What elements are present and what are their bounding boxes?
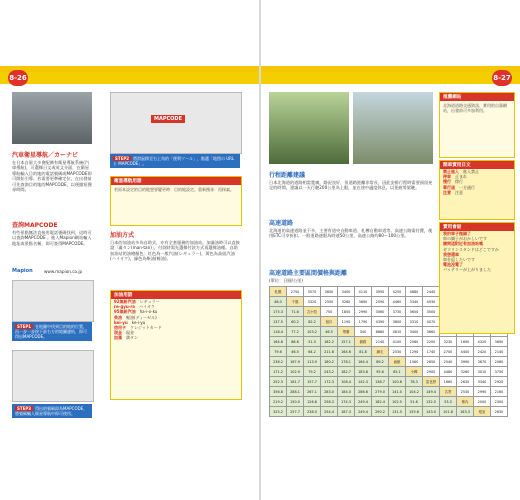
table-cell: 102.9 <box>287 367 304 377</box>
table-cell: 46.5 <box>287 347 304 357</box>
gas-term-jp: クレジットカード <box>126 325 162 331</box>
table-cell: 2750 <box>287 287 304 297</box>
mapion-screenshot-1 <box>12 280 94 322</box>
table-cell: 3950 <box>372 287 389 297</box>
table-cell: 3400 <box>338 287 355 297</box>
table-cell: 164.6 <box>338 347 355 357</box>
table-cell: 3570 <box>304 287 321 297</box>
table-cell: 3310 <box>406 317 423 327</box>
table-cell: 108.4 <box>338 377 355 387</box>
section-expressway: 高速道路 <box>269 220 294 227</box>
table-cell: 95.6 <box>372 367 389 377</box>
table-cell: 2140 <box>372 337 389 347</box>
table-cell: 182.7 <box>338 367 355 377</box>
table-cell: 267.1 <box>304 387 321 397</box>
table-cell: 3010 <box>474 367 491 377</box>
road-photo-2 <box>353 92 433 164</box>
table-cell: 3230 <box>440 337 457 347</box>
table-cell: 3340 <box>474 377 491 387</box>
jp-word-zh: 注意 <box>443 189 451 195</box>
phrase-list <box>440 231 514 273</box>
gas-term: 柴油 <box>114 314 122 320</box>
table-cell: 164.6 <box>270 337 287 347</box>
table-cell: 175.3 <box>270 307 287 317</box>
table-cell: 340 <box>355 327 372 337</box>
table-cell: 2530 <box>457 387 474 397</box>
table-city-cell: 根室 <box>474 407 491 417</box>
table-cell: 184.0 <box>338 387 355 397</box>
header-bar <box>0 72 259 84</box>
table-cell: 2140 <box>491 347 508 357</box>
jp-word-zh: 單行道 <box>443 184 455 190</box>
nav-tips-title: 衛星導航用語 <box>111 177 241 185</box>
table-cell: 257.7 <box>287 407 304 417</box>
gas-term-jp: ha-i-o-ku <box>135 309 158 315</box>
table-cell: 3660 <box>423 327 440 337</box>
mapcode-text: 有些景點無法直接用電話號碼找到，這時可以查詢MAPCODE 。進入Mapion網站輸入地址或景點名稱，即可查得MAPCODE。 <box>12 230 92 246</box>
table-cell: 4400 <box>457 347 474 357</box>
section-mapcode: 查詢MAPCODE <box>12 222 58 229</box>
table-cell: 101.8 <box>440 407 457 417</box>
table-city-cell: 網走 <box>372 347 389 357</box>
table-city-cell: 稚內 <box>457 397 474 407</box>
table-row <box>270 377 508 387</box>
gas-text: 日本的加油站多為自助式，亦有全套服務的加油站。加滿油時可以直接說「滿タン(man-tan)」，付款時需先選擇付款方式再選擇油種。自助加油站的油槍顏色：紅色為一般汽油(レギュラー)，黃色為高級汽油(ハイオク)，綠色為柴油(軽油)。 <box>110 240 240 262</box>
table-cell: 219.2 <box>270 397 287 407</box>
jp-word-zh: 禁止進入 <box>443 169 459 174</box>
table-row <box>270 387 508 397</box>
table-cell: 3340 <box>406 297 423 307</box>
table-cell: 104.2 <box>406 387 423 397</box>
gas-term: re-gyu-ra <box>114 304 135 310</box>
jp-word-jp: 徐行 <box>451 179 463 185</box>
gas-term-jp: 満タン <box>122 335 138 341</box>
car-nav-photo <box>12 92 92 144</box>
jp-word-jp: 注意 <box>451 189 463 195</box>
table-cell: 100.6 <box>389 377 406 387</box>
table-cell: 182.4 <box>372 397 389 407</box>
table-cell: 187.3 <box>338 407 355 417</box>
table-cell: 138.7 <box>372 377 389 387</box>
table-cell: 3650 <box>321 287 338 297</box>
table-cell: 113.9 <box>304 357 321 367</box>
apps-text: 北海道道路交通資訊、實用的自駕網站，出發前可多加利用。 <box>443 103 507 113</box>
phrase-jp: 車の調子がおかしいです <box>443 236 487 242</box>
table-city-cell: 釧路 <box>355 337 372 347</box>
table-cell: 79.6 <box>270 347 287 357</box>
table-cell: 2540 <box>440 357 457 367</box>
table-city-cell: 函館 <box>389 357 406 367</box>
table-row <box>270 337 508 347</box>
apps-box <box>439 92 515 158</box>
step1-box <box>12 322 92 341</box>
gas-term-jp: ke-i-yu <box>127 319 146 325</box>
table-cell: 3500 <box>423 307 440 317</box>
table-cell: 181.7 <box>287 377 304 387</box>
table-cell: 1560 <box>406 357 423 367</box>
table-cell: 2060 <box>491 357 508 367</box>
table-cell: 2990 <box>474 387 491 397</box>
gas-table <box>110 290 242 400</box>
table-cell: 132.5 <box>423 397 440 407</box>
nav-tips-text: 若原本設定的目的地想要變更時：目的地設定。重新搜尋：再探索。 <box>114 187 234 192</box>
table-cell: 286.6 <box>355 387 372 397</box>
table-cell: 2030 <box>389 347 406 357</box>
table-cell: 60.2 <box>287 317 304 327</box>
table-cell: 163.3 <box>457 407 474 417</box>
phrase-zh: 電池沒電了 <box>443 262 463 268</box>
jp-word-jp: 止まれ <box>451 174 467 180</box>
table-cell: 236.2 <box>270 357 287 367</box>
table-cell: 3690 <box>491 337 508 347</box>
mapion-screenshot-2 <box>110 92 242 154</box>
table-cell: 131.5 <box>389 407 406 417</box>
right-page <box>261 0 520 500</box>
table-cell: 1740 <box>423 347 440 357</box>
mapion-logo: Mapion <box>12 268 33 274</box>
top-band <box>261 0 520 70</box>
table-cell: 4480 <box>440 367 457 377</box>
table-cell: 3690 <box>355 297 372 307</box>
gas-term-jp: レギュラー <box>135 299 160 304</box>
table-cell: 2300 <box>491 397 508 407</box>
gas-term: 95無鉛汽油 <box>114 309 136 315</box>
table-cell: 79.2 <box>304 367 321 377</box>
table-cell: 3400 <box>406 327 423 337</box>
table-cell: 4250 <box>389 287 406 297</box>
table-cell: 171.2 <box>270 367 287 377</box>
table-cell: 3650 <box>406 307 423 317</box>
table-cell: 46.5 <box>321 327 338 337</box>
table-cell: 4610 <box>389 327 406 337</box>
table-cell: 137.5 <box>270 317 287 327</box>
table-cell: 182.2 <box>321 337 338 347</box>
table-cell: 81.8 <box>355 347 372 357</box>
table-cell: 3990 <box>457 357 474 367</box>
gas-term-jp: ハイオク <box>135 304 155 310</box>
table-cell: 141.0 <box>389 387 406 397</box>
table-cell: 4390 <box>372 317 389 327</box>
table-cell: 89.2 <box>372 357 389 367</box>
mapcode-button: MAPCODE <box>151 115 185 123</box>
table-cell: 86.6 <box>287 337 304 347</box>
table-row <box>270 357 508 367</box>
table-cell: 3320 <box>304 297 321 307</box>
table-cell: 178.1 <box>338 357 355 367</box>
table-cell: 126.6 <box>304 397 321 407</box>
page-number: 8-26 <box>8 70 28 86</box>
gas-term-jp: 現金 <box>122 330 134 336</box>
table-cell: 2630 <box>457 377 474 387</box>
gas-table-row <box>111 335 241 340</box>
phrase-box <box>439 222 515 334</box>
car-nav-text: 在日本自駕大多會配備有衛星導航系統(汽車導航)，可選擇日文或英文介面，在衛星導航輸入目的地的電話號碼或MAPCODE即可開始引導。若需要更準確定位，在出發前可先查詢目的地的MAPCODE，以便縮短搜尋時間。 <box>12 160 92 193</box>
road-photo <box>269 92 349 164</box>
table-cell: 4460 <box>389 297 406 307</box>
mapion-url[interactable]: www.mapion.co.jp <box>44 269 83 274</box>
table-cell: 157.7 <box>304 377 321 387</box>
table-cell: 51.3 <box>304 337 321 347</box>
table-cell: 167.9 <box>287 357 304 367</box>
gas-term: 現金 <box>114 330 122 336</box>
page-number: 8-27 <box>492 70 512 86</box>
table-cell: 249.4 <box>355 407 372 417</box>
table-cell: 8680 <box>372 327 389 337</box>
phrase-jp: バッテリーが上がりました <box>443 267 491 273</box>
gas-table-rows <box>111 299 241 341</box>
table-cell: 238.5 <box>304 407 321 417</box>
expressway-text: 北海道的高速道路並不多，主要有道央自動車道、札樽自動車道等。高速公路需付費，使用ETC可享折扣。一般道路速限為時速50公里，高速公路約80〜100公里。 <box>269 228 433 239</box>
table-cell: 4880 <box>406 287 423 297</box>
table-cell: 4110 <box>355 287 372 297</box>
table-cell: 325.2 <box>270 407 287 417</box>
table-city-cell: 富良野 <box>423 377 440 387</box>
table-cell: 2990 <box>355 307 372 317</box>
jp-words-title: 開車實用日文 <box>440 161 514 169</box>
section-table: 高速道路主要區間價格與距離 <box>269 270 348 277</box>
table-cell: 149.4 <box>423 387 440 397</box>
table-cell: 3730 <box>389 307 406 317</box>
table-cell: 2650 <box>423 357 440 367</box>
gas-term: 92無鉛汽油 <box>114 299 136 304</box>
gas-term: 加滿 <box>114 335 122 341</box>
table-cell: 1690 <box>457 337 474 347</box>
mapion-map-screenshot <box>12 350 94 402</box>
table-cell: 143.0 <box>423 407 440 417</box>
jp-words-list <box>440 169 514 195</box>
table-cell: 2420 <box>474 347 491 357</box>
table-cell: 64.2 <box>304 347 321 357</box>
jp-words-box <box>439 160 515 220</box>
table-cell: 243.2 <box>321 367 338 377</box>
table-cell: 290.2 <box>372 407 389 417</box>
jp-word-row <box>440 190 514 195</box>
table-cell: 164.4 <box>355 357 372 367</box>
table-city-cell: 旭川 <box>321 317 338 327</box>
table-row <box>270 407 508 417</box>
phrase-zh: 請問這附近有加油站嗎 <box>443 241 483 247</box>
table-cell: 3800 <box>389 317 406 327</box>
table-cell: 279.0 <box>372 387 389 397</box>
table-cell: 102.5 <box>389 397 406 407</box>
gas-term: kei-yu <box>114 319 128 325</box>
table-cell: 2000 <box>474 397 491 407</box>
table-cell: 3670 <box>474 357 491 367</box>
table-cell: 2560 <box>406 337 423 347</box>
table-cell: 174.3 <box>338 397 355 407</box>
table-cell: 2200 <box>423 337 440 347</box>
header-bar <box>261 72 520 84</box>
step3-box <box>12 404 92 418</box>
phrase-title: 實用會話 <box>440 223 514 231</box>
table-cell: 254.4 <box>321 407 338 417</box>
table-city-cell: 千歲 <box>287 297 304 307</box>
table-cell: 1190 <box>338 317 355 327</box>
table-row <box>270 397 508 407</box>
apps-title: 推薦網站 <box>440 93 514 101</box>
table-cell: 2550 <box>321 297 338 307</box>
section-gas: 加油方式 <box>110 232 135 239</box>
table-cell: 142.3 <box>355 377 372 387</box>
table-cell: 1790 <box>355 317 372 327</box>
table-cell: 150.5 <box>287 397 304 407</box>
jp-word-jp: 一方通行 <box>455 184 475 190</box>
table-cell: 85.1 <box>389 367 406 377</box>
table-cell: 3750 <box>491 367 508 377</box>
table-cell: 283.0 <box>321 387 338 397</box>
table-cell: 4070 <box>423 317 440 327</box>
table-cell: 77.2 <box>287 327 304 337</box>
phrase-zh: 我的車子拋錨了 <box>443 231 471 236</box>
table-cell: 258.3 <box>321 397 338 407</box>
gas-table-title: 加油用語 <box>111 291 241 299</box>
step2-label: STEP2 <box>115 156 130 161</box>
nav-tips-box <box>110 176 242 226</box>
phrase-zh: 我想還車 <box>443 251 459 257</box>
jp-word-jp: 進入禁止 <box>459 169 479 174</box>
step3-text: 得出的號碼即為MAPCODE，將號碼輸入衛星導航中即可使用。 <box>15 406 88 416</box>
section-car-nav: 汽車衛星導航／カーナビ <box>12 152 79 159</box>
table-cell: 4100 <box>389 337 406 347</box>
table-cell: 2590 <box>372 297 389 307</box>
table-cell: 4320 <box>474 337 491 347</box>
table-cell: 180.2 <box>321 357 338 367</box>
table-cell: 2900 <box>423 367 440 377</box>
table-cell: 103.2 <box>304 327 321 337</box>
table-cell: 249.4 <box>355 397 372 407</box>
table-cell: 2700 <box>440 347 457 357</box>
table-city-cell: 小樽 <box>406 367 423 377</box>
table-cell: 1290 <box>406 347 423 357</box>
step1-label: STEP1 <box>17 324 32 329</box>
jp-word-zh: 停車 <box>443 174 451 180</box>
table-cell: 2630 <box>491 407 508 417</box>
driving-text: 日本北海道的道路相當寬廣，路況良好，但道路距離非常長，因此安排行程時需要預留充足的時間。建議以一天行駛200公里為上限，並在途中適度休息，以免疲勞駕駛。 <box>269 180 433 191</box>
jp-word-zh: 慢行 <box>443 179 451 185</box>
table-cell: 155.6 <box>406 407 423 417</box>
step3-label: STEP3 <box>17 406 32 411</box>
table-cell: 288.1 <box>287 387 304 397</box>
table-cell: 4930 <box>423 297 440 307</box>
left-page <box>0 0 259 500</box>
table-cell: 157.1 <box>338 337 355 347</box>
table-cell: 356.8 <box>270 387 287 397</box>
table-cell: 172.3 <box>321 377 338 387</box>
table-cell: 78.3 <box>406 377 423 387</box>
table-cell: 71.6 <box>287 307 304 317</box>
table-cell: 3260 <box>457 367 474 377</box>
table-cell: 2160 <box>491 387 508 397</box>
table-city-cell: 名寄 <box>440 387 457 397</box>
section-driving: 行程距離建議 <box>269 172 306 179</box>
table-city-cell: 苫小牧 <box>304 307 321 317</box>
table-cell: 3060 <box>372 307 389 317</box>
gas-term: 信用卡 <box>114 325 126 331</box>
table-cell: 183.8 <box>355 367 372 377</box>
phrase-jp: 車を返したいです <box>443 257 475 263</box>
step1-text: 在地圖中找到目的地的位置，再一步一步按下最右方的地圖連結，即可得出MAPCODE。 <box>15 324 88 339</box>
table-cell: 211.8 <box>321 347 338 357</box>
step2-text: 將滑鼠移至右上角的「便利ツール」，點選「地図の URL と MAPCODE」。 <box>113 156 235 166</box>
step2-box <box>110 154 240 168</box>
table-row <box>270 367 508 377</box>
gas-term-jp: 軽油(ディーゼル) <box>122 314 157 320</box>
table-city-cell: 帶廣 <box>338 327 355 337</box>
table-cell: 2920 <box>491 377 508 387</box>
table-cell: 48.0 <box>270 297 287 307</box>
table-row <box>270 347 508 357</box>
table-cell: 53.3 <box>440 397 457 407</box>
table-cell: 51.6 <box>406 397 423 407</box>
table-city-cell: 札幌 <box>270 287 287 297</box>
table-cell: 750 <box>321 307 338 317</box>
table-cell: 3260 <box>338 297 355 307</box>
top-band <box>0 0 259 70</box>
table-cell: 82.2 <box>304 317 321 327</box>
table-caption: (單位：日圓/公里) <box>269 278 303 283</box>
table-cell: 1850 <box>338 307 355 317</box>
table-cell: 1660 <box>440 377 457 387</box>
phrase-jp: ガソリンスタンドはどこですか <box>443 246 499 252</box>
table-cell: 2440 <box>423 287 440 297</box>
table-cell: 118.4 <box>270 327 287 337</box>
table-cell: 252.3 <box>270 377 287 387</box>
